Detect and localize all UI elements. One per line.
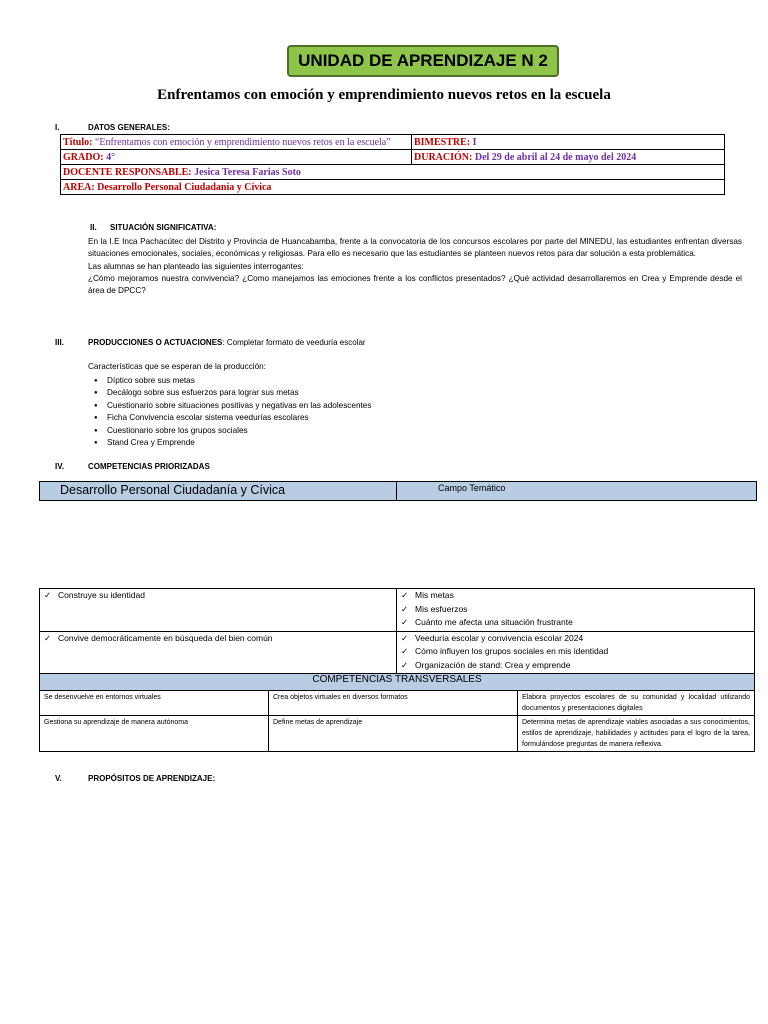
titulo-label: Título: — [63, 136, 93, 148]
section-number: I. — [55, 123, 60, 132]
unit-subtitle: Enfrentamos con emoción y emprendimiento nuevos retos en la escuela — [157, 87, 611, 103]
section-number: III. — [55, 338, 64, 347]
section-title: SITUACIÓN SIGNIFICATIVA: — [110, 223, 217, 232]
list-item: ● Decálogo sobre sus esfuerzos para lograr sus metas — [107, 387, 371, 399]
grado-value: 4° — [106, 151, 116, 163]
campo-item: Mis esfuerzos — [415, 603, 468, 614]
section-title: DATOS GENERALES: — [88, 123, 170, 132]
section-title: PROPÓSITOS DE APRENDIZAJE: — [88, 774, 216, 783]
transversal-capacidad: Crea objetos virtuales en diversos formatos — [269, 691, 518, 716]
competencias-header — [39, 481, 757, 501]
campos-cell — [397, 589, 755, 632]
situacion-questions: ¿Cómo mejoramos nuestra convivencia? ¿Como manejamos las emociones frente a los conflictos presentados? ¿Qué actividad desarrollaremos en Crea y Emprende desde el área de DPCC? — [88, 273, 742, 296]
grado-cell — [61, 150, 412, 165]
campo-item: Veeduría escolar y convivencia escolar 2024 — [415, 632, 584, 643]
transversales-wrapper — [40, 674, 755, 752]
bimestre-cell — [412, 135, 725, 150]
section-title: COMPETENCIAS PRIORIZADAS — [88, 462, 210, 471]
campo-item: Cómo influyen los grupos sociales en mis identidad — [415, 646, 609, 656]
campo-item: Cuánto me afecta una situación frustrante — [415, 617, 573, 627]
section-number: V. — [55, 774, 62, 783]
divider — [396, 482, 397, 500]
area-value: Desarrollo Personal Ciudadanía y Cívica — [97, 181, 272, 193]
list-item: ● Stand Crea y Emprende — [107, 437, 371, 449]
competencia-label: Construye su identidad — [58, 590, 145, 600]
check-icon: ✓ — [401, 603, 409, 614]
titulo-value: “Enfrentamos con emoción y emprendimiento nuevos retos en la escuela” — [94, 136, 391, 148]
section-number: IV. — [55, 462, 65, 471]
list-item: ● Cuestionario sobre los grupos sociales — [107, 425, 371, 437]
area-label: AREA: — [63, 181, 95, 193]
list-item: ● Cuestionario sobre situaciones positivas y negativas en las adolescentes — [107, 400, 371, 412]
docente-cell — [61, 165, 725, 180]
check-icon: ✓ — [44, 632, 52, 643]
general-data-table — [60, 134, 725, 195]
unit-title: UNIDAD DE APRENDIZAJE N 2 — [287, 45, 559, 77]
transversal-capacidad: Define metas de aprendizaje — [269, 716, 518, 752]
duracion-cell — [412, 150, 725, 165]
grado-label: GRADO: — [63, 151, 104, 163]
competencias-table — [39, 588, 755, 752]
competencia-cell — [40, 631, 397, 674]
check-icon: ✓ — [401, 646, 409, 656]
section-number: II. — [90, 223, 97, 232]
campo-tematico-label: Campo Temático — [438, 483, 506, 493]
competencia-label: Convive democráticamente en búsqueda del bien común — [58, 632, 273, 643]
situacion-text — [88, 236, 742, 297]
situacion-paragraph: En la I.E Inca Pachacútec del Distrito y Provincia de Huancabamba, frente a la convocatoria de los concursos escolares por parte del MINEDU, las estudiantes enfrentan diversas situaciones emocionales, sociales, económicas y religiosas. Para ello es necesario que las estudiantes se planteen nuevos retos para dar solución a esta problemática. — [88, 237, 742, 259]
transversales-table — [40, 690, 754, 751]
duracion-value: Del 29 de abril al 24 de mayo del 2024 — [474, 151, 637, 163]
section-suffix: : Completar formato de veeduría escolar — [222, 338, 366, 347]
transversal-desempeno: Determina metas de aprendizaje viables asociadas a sus conocimientos, estilos de aprendizaje, habilidades y actitudes para el logro de la tarea, formulándose preguntas de manera reflexiva. — [518, 716, 755, 752]
competencia-cell — [40, 589, 397, 632]
transversal-desempeno: Elabora proyectos escolares de su comunidad y localidad utilizando documentos y presentaciones digitales — [518, 691, 755, 716]
producciones-intro: Características que se esperan de la producción: — [88, 362, 266, 371]
bimestre-value: I — [472, 136, 477, 148]
docente-value: Jesica Teresa Farias Soto — [194, 166, 301, 178]
check-icon: ✓ — [401, 617, 409, 627]
check-icon: ✓ — [401, 590, 409, 600]
campo-item: Organización de stand: Crea y emprende — [415, 659, 571, 670]
section-title: PRODUCCIONES O ACTUACIONES — [88, 338, 223, 347]
list-item: ● Ficha Convivencia escolar sistema veedurías escolares — [107, 412, 371, 424]
check-icon: ✓ — [401, 659, 409, 670]
area-cell — [61, 180, 725, 195]
docente-label: DOCENTE RESPONSABLE: — [63, 166, 192, 178]
transversales-header: COMPETENCIAS TRANSVERSALES — [40, 674, 754, 690]
titulo-cell — [61, 135, 412, 150]
list-item: ● Díptico sobre sus metas — [107, 375, 371, 387]
situacion-line2: Las alumnas se han planteado las siguientes interrogantes: — [88, 261, 304, 271]
producciones-list — [107, 375, 371, 449]
bimestre-label: BIMESTRE: — [414, 136, 471, 148]
campo-item: Mis metas — [415, 590, 454, 600]
transversal-competencia: Gestiona su aprendizaje de manera autónoma — [40, 716, 269, 752]
check-icon: ✓ — [44, 590, 52, 600]
campos-cell — [397, 631, 755, 674]
check-icon: ✓ — [401, 632, 409, 643]
transversal-competencia: Se desenvuelve en entornos virtuales — [40, 691, 269, 716]
area-name: Desarrollo Personal Ciudadanía y Cívica — [60, 483, 286, 497]
duracion-label: DURACIÓN: — [414, 151, 473, 163]
